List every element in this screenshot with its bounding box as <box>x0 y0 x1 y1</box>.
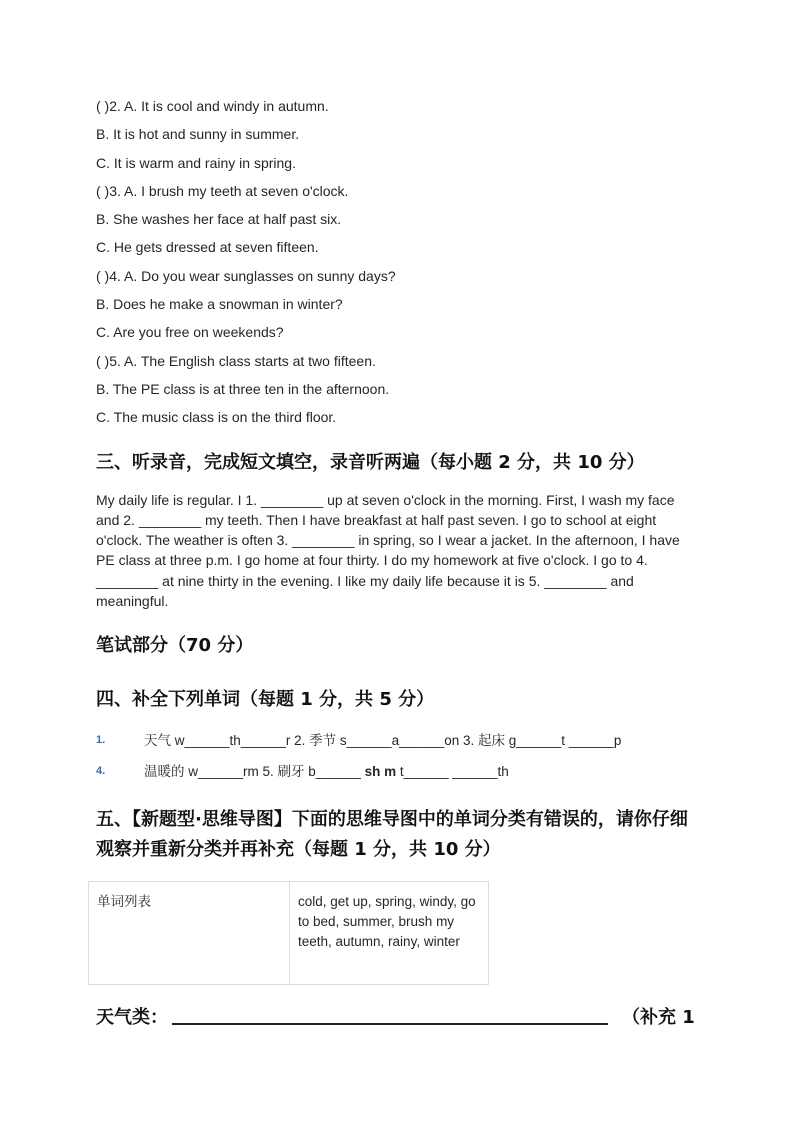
supplement-note: （补充 1 <box>622 1007 695 1029</box>
list-item <box>96 725 686 756</box>
word-completion-text <box>144 756 509 787</box>
option-line: ( )2. A. It is cool and windy in autumn. <box>96 98 329 114</box>
weather-category-label: 天气类： <box>96 1007 168 1029</box>
option-line: ( )4. A. Do you wear sunglasses on sunny days? <box>96 267 396 284</box>
option-line: ( )3. A. I brush my teeth at seven o'clock. <box>96 182 349 199</box>
word-completion-list <box>96 725 686 787</box>
option-line: ( )5. A. The English class starts at two fifteen. <box>96 352 376 369</box>
listening-options <box>96 92 686 432</box>
option-line: C. It is warm and rainy in spring. <box>96 154 296 171</box>
option-line: B. It is hot and sunny in summer. <box>96 126 300 143</box>
list-number: 4. <box>96 765 106 778</box>
word-completion-text-before: 温暖的 w______rm 5. 刷牙 b______ <box>144 764 365 780</box>
section-4-heading: 四、补全下列单词（每题 1 分，共 5 分） <box>96 689 435 711</box>
list-number: 1. <box>96 734 106 747</box>
word-completion-bold-text: sh m <box>364 764 397 780</box>
option-line: C. He gets dressed at seven fifteen. <box>96 239 319 256</box>
option-line: B. Does he make a snowman in winter? <box>96 296 343 313</box>
answer-blank-line[interactable] <box>172 1023 608 1025</box>
option-line: B. The PE class is at three ten in the afternoon. <box>96 380 390 397</box>
option-line: C. The music class is on the third floor. <box>96 409 337 426</box>
table-row <box>89 882 489 985</box>
word-list-table <box>88 881 489 985</box>
written-part-heading: 笔试部分（70 分） <box>96 635 254 657</box>
section-5-heading: 五、【新题型·思维导图】下面的思维导图中的单词分类有错误的，请你仔细观察并重新分类并再补充（每题 1 分，共 10 分） <box>96 809 688 861</box>
option-line: B. She washes her face at half past six. <box>96 211 342 228</box>
section-3-heading: 三、听录音，完成短文填空，录音听两遍（每小题 2 分，共 10 分） <box>96 451 645 473</box>
word-completion-text: 天气 w______th______r 2. 季节 s______a______on 3. 起床 g______t ______p <box>144 733 622 749</box>
cloze-passage: My daily life is regular. I 1. ________ up at seven o'clock in the morning. First, I wash my face and 2. ________ my teeth. Then I have breakfast at half past seven. I go to school at eight o'clock. The weather is often 3. ________ in spring, so I wear a jacket. In the afternoon, I have PE class at three p.m. I go home at four thirty. I do my homework at five o'clock. I go to 4. ________ at nine thirty in the evening. I like my daily life because it is 5. ________ and meaningful. <box>96 491 680 610</box>
list-item <box>96 756 686 787</box>
word-list-label: 单词列表 <box>89 882 290 985</box>
worksheet-page <box>96 92 695 1029</box>
weather-category-line <box>96 1003 695 1029</box>
option-line: C. Are you free on weekends? <box>96 324 284 341</box>
word-completion-text-after: t______ ______th <box>396 764 509 780</box>
word-list-words: cold, get up, spring, windy, go to bed, summer, brush my teeth, autumn, rainy, winter <box>290 882 489 985</box>
